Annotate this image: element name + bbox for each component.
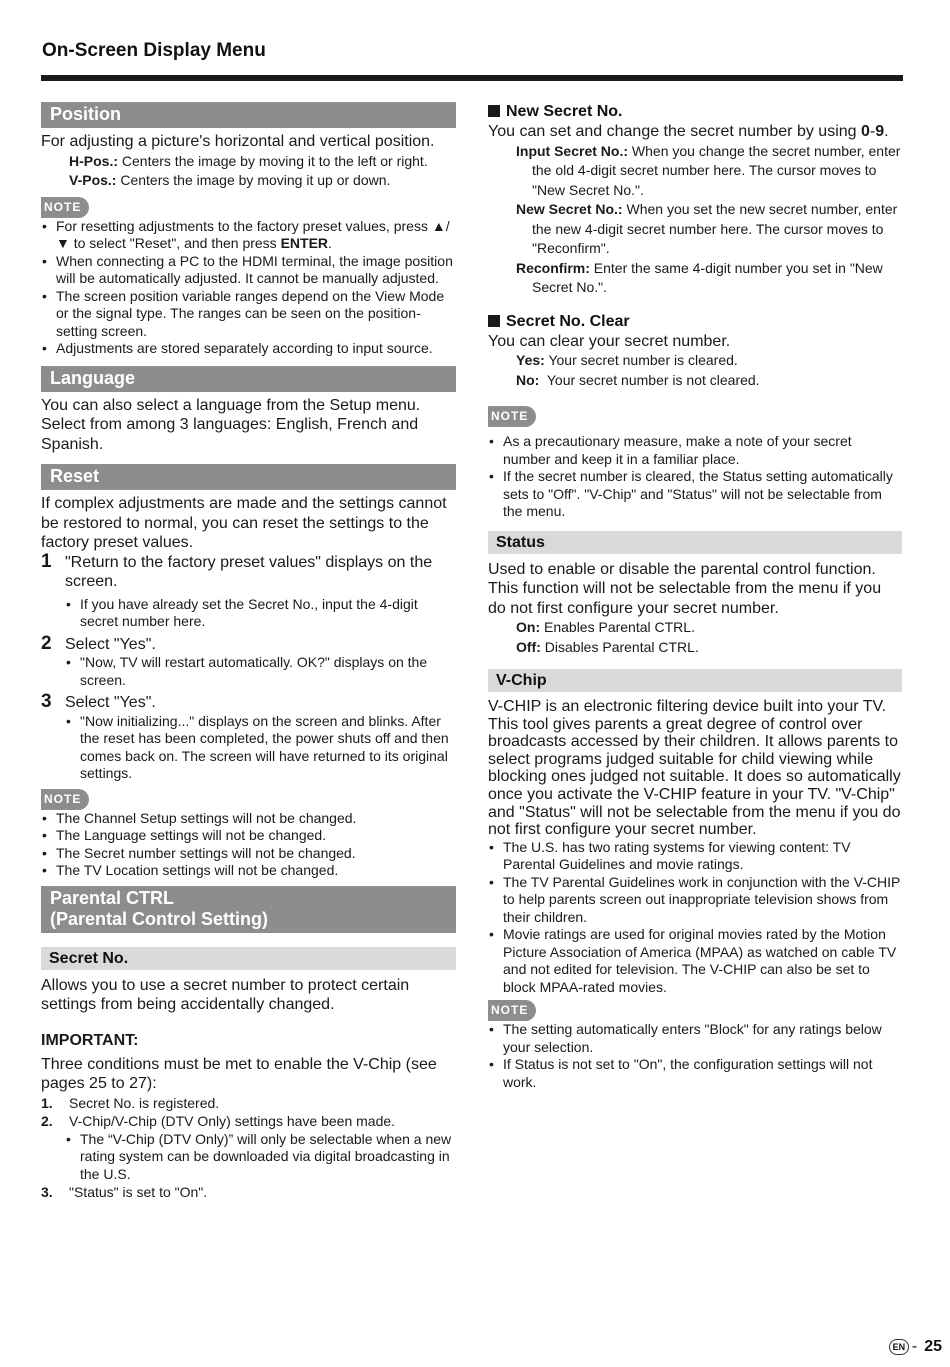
left-column xyxy=(41,102,456,1202)
vchip-text: V-CHIP is an electronic filtering device built into your TV. This tool gives parents a great degree of control over broadcasts accessed by their children. It allows parents to select programs judged suitable for child viewing while blocking ones judged not suitable. It does so automatically once you activate the V-CHIP feature in your TV. "V-Chip" and "Status" will not be selectable from the menu if you do not first configure your secret number. xyxy=(488,698,901,839)
note-item: • The TV Location settings will not be changed. xyxy=(41,862,456,880)
vchip-bullets xyxy=(488,839,902,997)
status-text: Used to enable or disable the parental control function. This function will not be selectable from the menu if you do not first configure your secret number. xyxy=(488,560,882,617)
title-rule xyxy=(41,75,903,81)
square-bullet-icon xyxy=(488,315,500,327)
note-item: • For resetting adjustments to the factory preset values, press ▲/▼ to select "Reset", and then press ENTER. xyxy=(41,218,456,253)
secret-clear-intro: You can clear your secret number. xyxy=(488,332,731,350)
note-item: • The Secret number settings will not be changed. xyxy=(41,845,456,863)
new-secret-heading: New Secret No. xyxy=(488,102,902,122)
right-column xyxy=(488,102,902,1091)
note-item: • If the secret number is cleared, the Status setting automatically sets to "Off". "V-Chip" and "Status" will not be selectable from the menu. xyxy=(488,468,902,521)
new-secret-intro: You can set and change the secret number by using 0-9. xyxy=(488,123,889,140)
condition-1: 1. Secret No. is registered. xyxy=(41,1094,220,1111)
note-badge: NOTE xyxy=(41,197,89,218)
note-item: • The setting automatically enters "Block" for any ratings below your selection. xyxy=(488,1021,902,1056)
position-heading: Position xyxy=(41,102,456,128)
vpos-definition: V-Pos.: Centers the image by moving it up or down. xyxy=(69,172,391,188)
language-heading: Language xyxy=(41,366,456,392)
new-secret-definition: New Secret No.: When you set the new secret number, enter the new 4-digit secret number here. The cursor moves to "Reconfirm". xyxy=(516,201,898,256)
page-title: On-Screen Display Menu xyxy=(42,40,266,61)
reset-intro: If complex adjustments are made and the settings cannot be restored to normal, you can reset the settings to the factory preset values. xyxy=(41,495,447,551)
reset-step-1: 1 "Return to the factory preset values" displays on the screen. xyxy=(41,550,433,590)
parental-heading: Parental CTRL (Parental Control Setting) xyxy=(41,886,456,933)
important-text: Three conditions must be met to enable the V-Chip (see pages 25 to 27): xyxy=(41,1055,437,1092)
note-badge: NOTE xyxy=(488,406,536,427)
secret-clear-notes xyxy=(488,433,902,521)
step-note: • "Now, TV will restart automatically. OK?" displays on the screen. xyxy=(65,654,456,689)
step-note: • If you have already set the Secret No., input the 4-digit secret number here. xyxy=(65,596,456,631)
hpos-definition: H-Pos.: Centers the image by moving it to the left or right. xyxy=(69,152,428,169)
vchip-heading: V-Chip xyxy=(488,669,902,692)
note-item: • The Language settings will not be changed. xyxy=(41,827,456,845)
important-label: IMPORTANT: xyxy=(41,1031,139,1049)
condition-2: 2. V-Chip/V-Chip (DTV Only) settings have been made. xyxy=(41,1113,396,1129)
note-badge: NOTE xyxy=(41,789,89,810)
step-note: • "Now initializing..." displays on the screen and blinks. After the reset has been completed, the power shuts off and then comes back on. The screen will have returned to its original settings. xyxy=(65,713,456,783)
note-item: • The screen position variable ranges depend on the View Mode or the signal type. The ranges can be seen on the position-setting screen. xyxy=(41,288,456,341)
position-notes xyxy=(41,218,456,358)
reset-notes xyxy=(41,810,456,880)
on-definition: On: Enables Parental CTRL. xyxy=(516,619,695,635)
square-bullet-icon xyxy=(488,105,500,117)
off-definition: Off: Disables Parental CTRL. xyxy=(516,638,699,655)
page-number: EN - 25 xyxy=(889,1338,942,1356)
note-item: • If Status is not set to "On", the configuration settings will not work. xyxy=(488,1056,902,1091)
reset-step-3: 3 Select "Yes". xyxy=(41,691,156,712)
reset-heading: Reset xyxy=(41,464,456,490)
language-text: You can also select a language from the Setup menu. Select from among 3 languages: English, French and Spanish. xyxy=(41,396,421,453)
no-definition: No: Your secret number is not cleared. xyxy=(516,371,760,388)
bullet-item: • The U.S. has two rating systems for viewing content: TV Parental Guidelines and movie ratings. xyxy=(488,839,902,874)
secret-no-heading: Secret No. xyxy=(41,947,456,970)
note-item: • The Channel Setup settings will not be changed. xyxy=(41,810,456,828)
reset-step-2: 2 Select "Yes". xyxy=(41,632,156,654)
condition-3: 3. "Status" is set to "On". xyxy=(41,1184,208,1200)
input-secret-definition: Input Secret No.: When you change the secret number, enter the old 4-digit secret number here. The cursor moves to "New Secret No.". xyxy=(516,142,901,198)
bullet-item: • Movie ratings are used for original movies rated by the Motion Picture Association of America (MPAA) as watched on cable TV and not edited for television. The V-CHIP can also be set to block MPAA-rated movies. xyxy=(488,926,902,996)
condition-note: • The “V-Chip (DTV Only)” will only be selectable when a new rating system can be downloaded via digital broadcasting in the U.S. xyxy=(65,1131,456,1184)
status-heading: Status xyxy=(488,531,902,554)
reconfirm-definition: Reconfirm: Enter the same 4-digit number you set in "New Secret No.". xyxy=(516,259,883,295)
note-item: • When connecting a PC to the HDMI terminal, the image position will be automatically adjusted. It cannot be manually adjusted. xyxy=(41,253,456,288)
vchip-notes xyxy=(488,1021,902,1091)
note-item: • Adjustments are stored separately according to input source. xyxy=(41,340,456,358)
language-en-icon: EN xyxy=(889,1339,909,1355)
note-badge: NOTE xyxy=(488,1000,536,1021)
secret-clear-heading: Secret No. Clear xyxy=(488,312,902,332)
bullet-item: • The TV Parental Guidelines work in conjunction with the V-CHIP to help parents screen out inappropriate television shows from their children. xyxy=(488,874,902,927)
note-item: • As a precautionary measure, make a note of your secret number and keep it in a familiar place. xyxy=(488,433,902,468)
position-intro: For adjusting a picture's horizontal and vertical position. xyxy=(41,133,435,150)
yes-definition: Yes: Your secret number is cleared. xyxy=(516,352,738,368)
secret-no-text: Allows you to use a secret number to protect certain settings from being accidentally changed. xyxy=(41,976,410,1013)
